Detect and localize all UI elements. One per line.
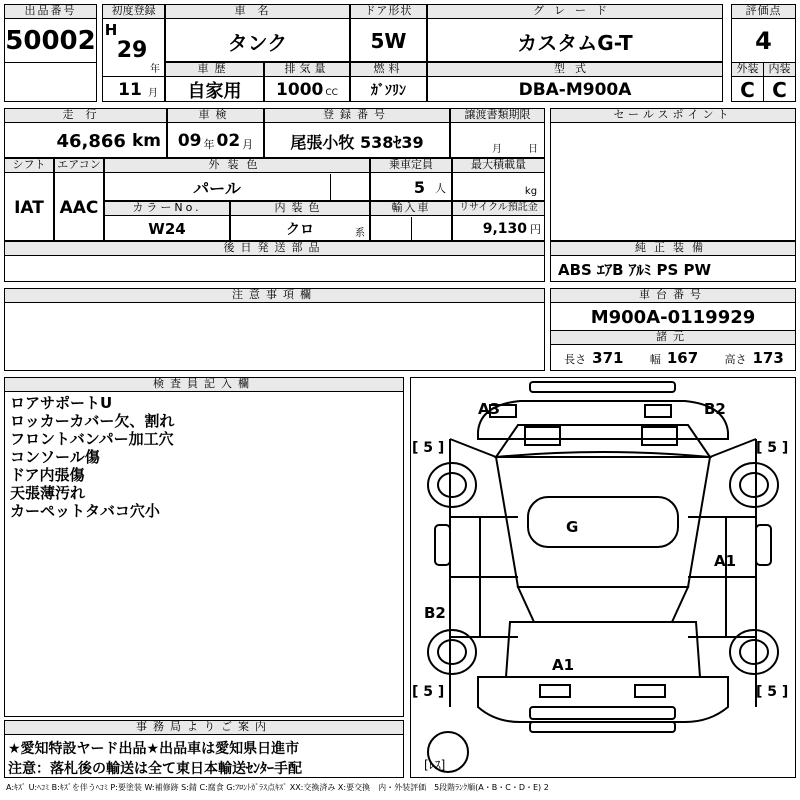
spare-tire: [ﾚｽ] [424,758,446,772]
lot-divider [4,62,97,63]
fuel-value: ｶﾞｿﾘﾝ [371,82,406,99]
chassis-label: 車台番号 [550,288,796,303]
length-label: 長さ [564,353,587,366]
displacement-value: 1000 [276,79,324,100]
damage-mark-a1-right: A1 [714,552,737,570]
office-line-1: ★愛知特設ヤード出品★出品車は愛知県日進市 [8,741,300,757]
max-load-unit: kg [524,185,538,197]
first-reg-year-unit: 年 [150,63,160,75]
inspection-year-unit: 年 [203,138,215,151]
aircon-label: エアコン [54,158,104,173]
damage-mark-g: G [566,518,579,536]
damage-mark-a3: A3 [478,400,501,418]
ext-color-value: パール [193,179,241,198]
first-reg-year: 29 [116,37,148,63]
note-line: コンソール傷 [10,448,100,466]
fuel-label: 燃料 [350,62,427,77]
lot-label: 出品番号 [4,4,97,19]
inspector-notes [10,394,174,520]
score-value: 4 [755,27,772,55]
score-ext-value: C [740,77,755,102]
grade-value: カスタムG-T [517,30,633,55]
damage-mark-b2-left: B2 [424,604,446,622]
tire-rl: [ 5 ] [412,684,445,700]
specs-label: 諸元 [550,330,796,345]
specs-length [562,349,623,367]
specs-width [648,349,698,367]
car-name-label: 車名 [165,4,350,19]
transfer-label: 譲渡書類期限 [450,108,545,123]
first-reg-month: 11 [118,80,142,100]
office-label: 事務局よりご案内 [4,720,404,735]
note-line: カーペットタバコ穴小 [10,502,160,520]
capacity-value-wrap [370,174,452,201]
reg-no-label: 登録番号 [264,108,450,123]
tire-fr: [ 5 ] [756,440,789,456]
ext-color-divider [330,174,331,201]
specs-height [722,349,783,367]
history-label: 車歴 [165,62,264,77]
int-color-unit: 系 [355,227,365,239]
score-ext-label: 外装 [731,62,764,77]
history-value: 自家用 [187,80,242,102]
first-reg-era: H [104,21,118,39]
first-reg-divider [102,76,165,77]
car-name-value: タンク [227,30,288,55]
recycle-value: 9,130 [482,221,527,237]
int-color-label: 内装色 [230,201,370,216]
chassis-value: M900A-0119929 [590,306,756,328]
height-value: 173 [752,349,784,367]
later-parts-label: 後日発送部品 [4,241,545,256]
aircon-value: AAC [59,197,99,218]
damage-mark-b2-top: B2 [704,400,726,418]
recycle-unit: 円 [530,223,541,236]
import-divider [411,217,412,241]
recycle-value-wrap [452,217,545,241]
office-line-2: 注意：落札後の輸送は全て東日本輸送ｾﾝﾀｰ手配 [8,761,302,777]
model-value: DBA-M900A [518,79,632,100]
caution-label: 注意事項欄 [4,288,545,303]
inspection-year: 09 [177,131,202,151]
door-label: ドア形状 [350,4,427,19]
ext-color-label: 外装色 [104,158,370,173]
capacity-unit: 人 [435,181,446,195]
car-diagram [410,377,796,778]
displacement-unit: CC [325,87,338,98]
inspector-label: 検査員記入欄 [4,377,404,392]
note-line: ドア内張傷 [10,466,85,484]
displacement-label: 排気量 [264,62,350,77]
import-label: 輸入車 [370,201,452,216]
legend: A:ｷｽﾞ U:ﾍｺﾐ B:ｷｽﾞを伴うﾍｺﾐ P:要塗装 W:補修跡 S:錆 C:腐食 G:ﾌﾛﾝﾄｶﾞﾗｽ点ｷｽﾞ XX:交換済み X:要交換 内・外装評価 5段階ﾗﾝｸ順(A・B・C・D・E) 2 [6,783,549,792]
inspection-month: 02 [216,131,241,151]
inspection-value-wrap [167,124,264,158]
width-value: 167 [666,349,699,367]
transfer-day-unit: 日 [528,143,538,155]
int-color-value: クロ [286,222,314,238]
first-reg-month-unit: 月 [148,87,158,99]
score-label: 評価点 [731,4,796,19]
shift-label: シフト [4,158,54,173]
tire-fl: [ 5 ] [412,440,445,456]
mileage-label: 走行 [4,108,167,123]
note-line: フロントバンパー加工穴 [10,430,174,448]
mileage-value-wrap [4,124,167,158]
score-split [763,77,764,102]
color-no-label: カラーNo. [104,201,230,216]
grade-label: グレード [427,4,723,19]
model-label: 型式 [427,62,723,77]
tire-rr: [ 5 ] [756,684,789,700]
inspection-label: 車検 [167,108,264,123]
lot-number: 50002 [5,26,96,56]
capacity-value: 5 [413,178,425,197]
length-value: 371 [592,349,624,367]
max-load-label: 最大積載量 [452,158,545,173]
note-line: ロアサポートU [10,394,113,412]
width-label: 幅 [649,353,661,366]
first-reg-label: 初度登録 [102,4,165,19]
score-int-value: C [772,77,787,102]
recycle-label: リサイクル預託金 [452,201,545,216]
note-line: ロッカーカバー欠、割れ [10,412,175,430]
displacement-value-wrap [264,77,350,102]
score-int-label: 内装 [763,62,796,77]
genuine-label: 純正装備 [550,241,796,256]
mileage-value: 46,866 [56,130,126,152]
reg-no-value: 尾張小牧 538ｾ39 [290,132,424,152]
height-label: 高さ [724,353,747,366]
color-no-value: W24 [148,220,186,238]
note-line: 天張薄汚れ [10,484,86,502]
genuine-value: ABS ｴｱB ｱﾙﾐ PS PW [558,261,712,279]
door-value: 5W [370,29,407,53]
sales-point-box [550,108,796,241]
mileage-unit: km [131,131,161,151]
sales-point-label: セールスポイント [550,108,796,123]
inspection-month-unit: 月 [242,138,254,151]
transfer-month-unit: 月 [492,143,502,155]
capacity-label: 乗車定員 [370,158,452,173]
specs-row [550,345,796,371]
damage-mark-a1-bottom: A1 [552,656,575,674]
shift-value: IAT [14,197,44,218]
